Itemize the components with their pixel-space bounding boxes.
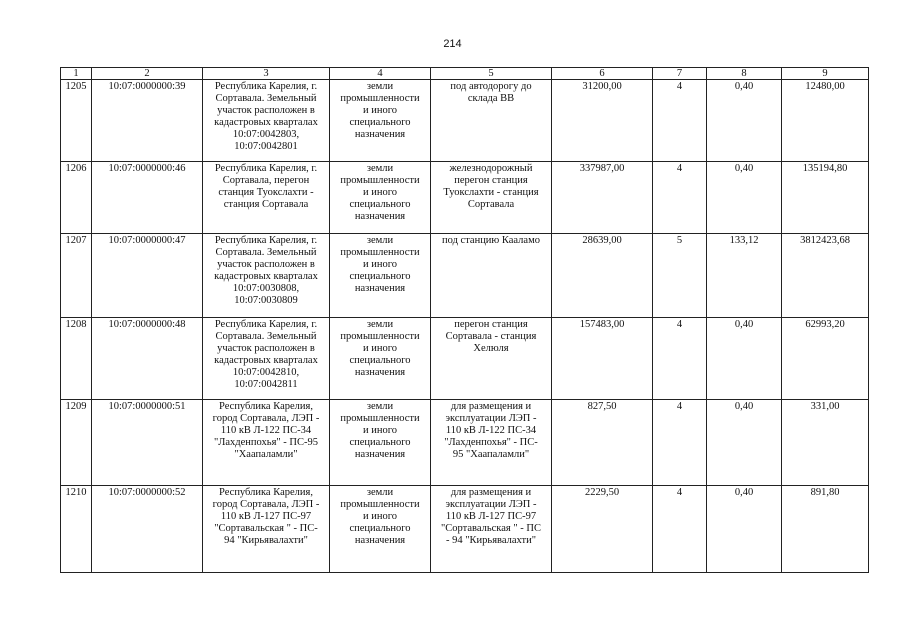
cadastral-number-cell: 10:07:0000000:51 <box>92 400 203 486</box>
land-category-cell <box>330 400 431 486</box>
column-header: 3 <box>203 68 330 80</box>
table-row <box>61 400 869 486</box>
land-category-cell-line: земли <box>366 319 394 330</box>
column-header: 8 <box>707 68 782 80</box>
land-category-cell-line: специального <box>349 199 411 210</box>
address-cell-line: Сортавала. Земельный <box>215 331 317 342</box>
land-category-cell-line: специального <box>349 523 411 534</box>
address-cell-line: 110 кВ Л-122 ПС-34 <box>220 425 312 436</box>
land-category-cell-line: промышленности <box>340 331 420 342</box>
area-cell: 337987,00 <box>552 162 653 234</box>
address-cell-line: 10:07:0042810, <box>232 367 300 378</box>
land-category-cell-line: земли <box>366 235 394 246</box>
column-7-cell: 4 <box>653 162 707 234</box>
cadastral-number-cell: 10:07:0000000:52 <box>92 486 203 573</box>
table-row <box>61 162 869 234</box>
table-row <box>61 318 869 400</box>
column-7-cell: 4 <box>653 318 707 400</box>
column-8-cell: 0,40 <box>707 80 782 162</box>
row-number-cell: 1205 <box>61 80 92 162</box>
land-category-cell-line: специального <box>349 437 411 448</box>
address-cell-line: участок расположен в <box>217 105 315 116</box>
column-header: 5 <box>431 68 552 80</box>
column-8-cell: 0,40 <box>707 318 782 400</box>
column-header: 7 <box>653 68 707 80</box>
row-number-cell: 1209 <box>61 400 92 486</box>
permitted-use-cell-line: 110 кВ Л-127 ПС-97 <box>445 511 537 522</box>
column-8-cell: 0,40 <box>707 400 782 486</box>
address-cell <box>203 318 330 400</box>
column-8-cell: 133,12 <box>707 234 782 318</box>
column-7-cell: 5 <box>653 234 707 318</box>
permitted-use-cell <box>431 400 552 486</box>
permitted-use-cell-line: Туокслахти - станция <box>443 187 539 198</box>
column-header: 1 <box>61 68 92 80</box>
address-cell-line: 10:07:0030808, <box>232 283 300 294</box>
permitted-use-cell-line: 110 кВ Л-122 ПС-34 <box>445 425 537 436</box>
cadastral-number-cell: 10:07:0000000:39 <box>92 80 203 162</box>
address-cell <box>203 400 330 486</box>
address-cell-line: Республика Карелия, <box>219 401 313 412</box>
address-cell-line: участок расположен в <box>217 259 315 270</box>
land-category-cell-line: и иного <box>362 105 398 116</box>
address-cell-line: Сортавала, перегон <box>222 175 310 186</box>
permitted-use-cell <box>431 80 552 162</box>
address-cell-line: Республика Карелия, г. <box>214 235 318 246</box>
row-number-cell: 1210 <box>61 486 92 573</box>
address-cell-line: город Сортавала, ЛЭП - <box>212 499 320 510</box>
address-cell-line: станция Туокслахти - <box>218 187 314 198</box>
address-cell-line: 94 "Кирьявалахти" <box>224 535 308 546</box>
land-category-cell-line: промышленности <box>340 499 420 510</box>
row-number-cell: 1208 <box>61 318 92 400</box>
permitted-use-cell-line: под станцию Кааламо <box>442 235 540 246</box>
address-cell-line: "Сортавальская " - ПС- <box>214 523 318 534</box>
permitted-use-cell-line: "Лахденпохья" - ПС- <box>444 437 538 448</box>
row-number-cell: 1207 <box>61 234 92 318</box>
cadastral-number-cell: 10:07:0000000:47 <box>92 234 203 318</box>
address-cell-line: Республика Карелия, г. <box>214 163 318 174</box>
address-cell-line: кадастровых кварталах <box>214 271 318 282</box>
column-header: 2 <box>92 68 203 80</box>
land-category-cell-line: и иного <box>362 343 398 354</box>
land-category-cell-line: промышленности <box>340 93 420 104</box>
address-cell-line: станция Сортавала <box>223 199 309 210</box>
land-category-cell-line: земли <box>366 81 394 92</box>
permitted-use-cell-line: перегон станция <box>454 175 528 186</box>
address-cell-line: Республика Карелия, <box>219 487 313 498</box>
permitted-use-cell <box>431 234 552 318</box>
land-category-cell <box>330 318 431 400</box>
land-category-cell-line: специального <box>349 355 411 366</box>
permitted-use-cell-line: для размещения и <box>450 401 532 412</box>
address-cell-line: участок расположен в <box>217 343 315 354</box>
address-cell <box>203 80 330 162</box>
land-category-cell-line: назначения <box>354 449 406 460</box>
land-category-cell-line: и иного <box>362 259 398 270</box>
permitted-use-cell-line: склада ВВ <box>467 93 515 104</box>
permitted-use-cell-line: "Сортавальская " - ПС <box>441 523 541 534</box>
page-number: 214 <box>443 38 462 50</box>
land-category-cell-line: промышленности <box>340 413 420 424</box>
address-cell-line: город Сортавала, ЛЭП - <box>212 413 320 424</box>
land-category-cell-line: специального <box>349 117 411 128</box>
column-9-cell: 135194,80 <box>782 162 869 234</box>
permitted-use-cell-line: эксплуатации ЛЭП - <box>445 499 537 510</box>
permitted-use-cell-line: для размещения и <box>450 487 532 498</box>
address-cell-line: кадастровых кварталах <box>214 355 318 366</box>
address-cell <box>203 234 330 318</box>
column-header: 6 <box>552 68 653 80</box>
address-cell <box>203 162 330 234</box>
land-category-cell <box>330 486 431 573</box>
header-row <box>61 68 869 80</box>
area-cell: 2229,50 <box>552 486 653 573</box>
land-plots-table <box>60 67 869 573</box>
column-7-cell: 4 <box>653 400 707 486</box>
address-cell <box>203 486 330 573</box>
land-category-cell <box>330 162 431 234</box>
area-cell: 31200,00 <box>552 80 653 162</box>
column-header: 4 <box>330 68 431 80</box>
permitted-use-cell-line: - 94 "Кирьявалахти" <box>446 535 536 546</box>
address-cell-line: кадастровых кварталах <box>214 117 318 128</box>
column-header: 9 <box>782 68 869 80</box>
land-category-cell-line: земли <box>366 401 394 412</box>
permitted-use-cell <box>431 162 552 234</box>
column-8-cell: 0,40 <box>707 162 782 234</box>
area-cell: 157483,00 <box>552 318 653 400</box>
permitted-use-cell-line: Хелюля <box>473 343 509 354</box>
address-cell-line: 10:07:0042801 <box>234 141 298 152</box>
land-category-cell <box>330 234 431 318</box>
land-category-cell-line: назначения <box>354 211 406 222</box>
permitted-use-cell-line: Сортавала <box>467 199 515 210</box>
permitted-use-cell-line: 95 "Хаапаламли" <box>452 449 530 460</box>
permitted-use-cell-line: эксплуатации ЛЭП - <box>445 413 537 424</box>
land-category-cell-line: назначения <box>354 367 406 378</box>
permitted-use-cell-line: перегон станция <box>454 319 528 330</box>
cadastral-number-cell: 10:07:0000000:46 <box>92 162 203 234</box>
address-cell-line: 10:07:0042803, <box>232 129 300 140</box>
land-category-cell-line: земли <box>366 163 394 174</box>
land-category-cell <box>330 80 431 162</box>
land-category-cell-line: земли <box>366 487 394 498</box>
land-category-cell-line: и иного <box>362 511 398 522</box>
table-row <box>61 80 869 162</box>
land-category-cell-line: и иного <box>362 425 398 436</box>
land-category-cell-line: промышленности <box>340 247 420 258</box>
permitted-use-cell-line: под автодорогу до <box>450 81 532 92</box>
address-cell-line: "Лахденпохья" - ПС-95 <box>213 437 319 448</box>
column-7-cell: 4 <box>653 486 707 573</box>
column-8-cell: 0,40 <box>707 486 782 573</box>
address-cell-line: Сортавала. Земельный <box>215 247 317 258</box>
address-cell-line: 110 кВ Л-127 ПС-97 <box>220 511 312 522</box>
land-category-cell-line: и иного <box>362 187 398 198</box>
land-category-cell-line: назначения <box>354 129 406 140</box>
area-cell: 827,50 <box>552 400 653 486</box>
column-7-cell: 4 <box>653 80 707 162</box>
land-category-cell-line: назначения <box>354 283 406 294</box>
area-cell: 28639,00 <box>552 234 653 318</box>
row-number-cell: 1206 <box>61 162 92 234</box>
address-cell-line: "Хаапаламли" <box>234 449 298 460</box>
permitted-use-cell <box>431 486 552 573</box>
column-9-cell: 62993,20 <box>782 318 869 400</box>
table-row <box>61 486 869 573</box>
column-9-cell: 3812423,68 <box>782 234 869 318</box>
table-body <box>61 80 869 573</box>
table-row <box>61 234 869 318</box>
address-cell-line: Республика Карелия, г. <box>214 319 318 330</box>
address-cell-line: Сортавала. Земельный <box>215 93 317 104</box>
permitted-use-cell <box>431 318 552 400</box>
column-9-cell: 891,80 <box>782 486 869 573</box>
address-cell-line: Республика Карелия, г. <box>214 81 318 92</box>
permitted-use-cell-line: Сортавала - станция <box>445 331 537 342</box>
cadastral-number-cell: 10:07:0000000:48 <box>92 318 203 400</box>
land-category-cell-line: промышленности <box>340 175 420 186</box>
column-9-cell: 12480,00 <box>782 80 869 162</box>
address-cell-line: 10:07:0042811 <box>234 379 298 390</box>
permitted-use-cell-line: железнодорожный <box>449 163 533 174</box>
land-category-cell-line: специального <box>349 271 411 282</box>
address-cell-line: 10:07:0030809 <box>234 295 298 306</box>
column-9-cell: 331,00 <box>782 400 869 486</box>
land-category-cell-line: назначения <box>354 535 406 546</box>
